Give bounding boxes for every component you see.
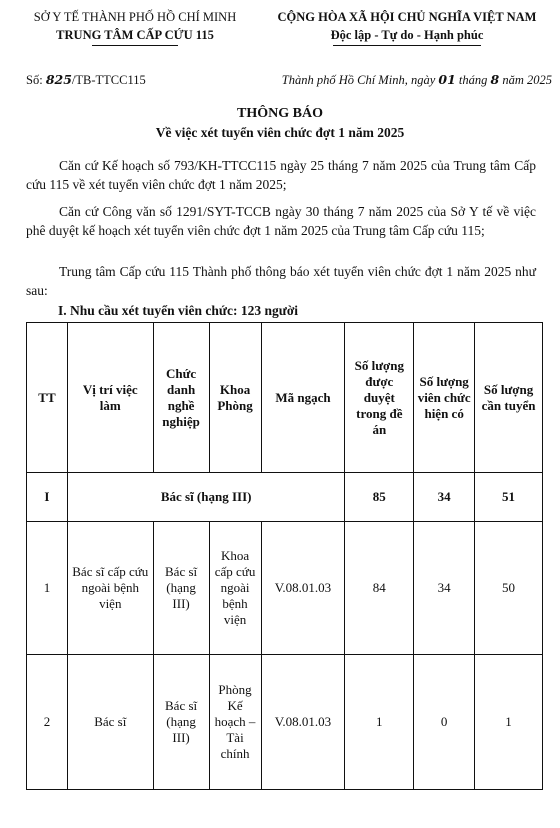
row-title: Bác sĩ (hạng III) bbox=[153, 522, 209, 655]
row-dept: Khoa cấp cứu ngoài bệnh viện bbox=[209, 522, 261, 655]
row-code: V.08.01.03 bbox=[261, 655, 345, 790]
table-row bbox=[27, 522, 543, 655]
group-current: 34 bbox=[414, 473, 475, 522]
document-number bbox=[26, 72, 146, 88]
group-needed: 51 bbox=[475, 473, 543, 522]
row-position: Bác sĩ cấp cứu ngoài bệnh viện bbox=[67, 522, 153, 655]
country-name: CỘNG HÒA XÃ HỘI CHỦ NGHĨA VIỆT NAM bbox=[277, 10, 537, 24]
header-position: Vị trí việc làm bbox=[67, 323, 153, 473]
issuing-agency: TRUNG TÂM CẤP CỨU 115 bbox=[56, 28, 214, 42]
year-text: năm 2025 bbox=[499, 73, 552, 87]
month-prefix: tháng bbox=[455, 73, 491, 87]
row-current: 0 bbox=[414, 655, 475, 790]
header-title: Chức danh nghề nghiệp bbox=[153, 323, 209, 473]
table-row bbox=[27, 655, 543, 790]
paragraph-basis-approval: Căn cứ Công văn số 1291/SYT-TCCB ngày 30 tháng 7 năm 2025 của Sở Y tế về việc phê duyệt kế hoạch xét tuyển viên chức đợt 1 năm 2025 của Trung tâm Cấp cứu 115; bbox=[26, 204, 536, 238]
recruitment-table bbox=[26, 322, 543, 790]
group-label: Bác sĩ (hạng III) bbox=[67, 473, 344, 522]
handwritten-number: 825 bbox=[45, 72, 72, 87]
document-title: THÔNG BÁO bbox=[237, 106, 323, 121]
agency-underline bbox=[92, 45, 178, 46]
header-code: Mã ngạch bbox=[261, 323, 345, 473]
table-group-row bbox=[27, 473, 543, 522]
motto: Độc lập - Tự do - Hạnh phúc bbox=[330, 28, 484, 42]
row-code: V.08.01.03 bbox=[261, 522, 345, 655]
motto-underline bbox=[333, 45, 481, 46]
row-needed: 50 bbox=[475, 522, 543, 655]
header-approved: Số lượng được duyệt trong đề án bbox=[345, 323, 414, 473]
row-title: Bác sĩ (hạng III) bbox=[153, 655, 209, 790]
row-current: 34 bbox=[414, 522, 475, 655]
parent-agency: SỞ Y TẾ THÀNH PHỐ HỒ CHÍ MINH bbox=[33, 10, 237, 24]
document-subtitle: Về việc xét tuyển viên chức đợt 1 năm 2025 bbox=[155, 125, 405, 140]
handwritten-month: 8 bbox=[490, 72, 500, 87]
handwritten-day: 01 bbox=[438, 72, 456, 87]
row-dept: Phòng Kế hoạch – Tài chính bbox=[209, 655, 261, 790]
header-current: Số lượng viên chức hiện có bbox=[414, 323, 475, 473]
issuing-agency-block bbox=[10, 8, 260, 46]
number-prefix: Số: bbox=[26, 73, 46, 87]
table-header-row bbox=[27, 323, 543, 473]
row-tt: 2 bbox=[27, 655, 68, 790]
group-approved: 85 bbox=[345, 473, 414, 522]
national-motto-block bbox=[262, 8, 552, 46]
group-tt: I bbox=[27, 473, 68, 522]
row-position: Bác sĩ bbox=[67, 655, 153, 790]
header-needed: Số lượng cần tuyển bbox=[475, 323, 543, 473]
row-needed: 1 bbox=[475, 655, 543, 790]
row-approved: 1 bbox=[345, 655, 414, 790]
paragraph-announcement: Trung tâm Cấp cứu 115 Thành phố thông báo xét tuyển viên chức đợt 1 năm 2025 như sau: bbox=[26, 264, 536, 298]
header-dept: Khoa Phòng bbox=[209, 323, 261, 473]
number-suffix: /TB-TTCC115 bbox=[71, 73, 146, 87]
paragraph-basis-plan: Căn cứ Kế hoạch số 793/KH-TTCC115 ngày 25 tháng 7 năm 2025 của Trung tâm Cấp cứu 115 về xét tuyển viên chức đợt 1 năm 2025; bbox=[26, 158, 536, 192]
place-date bbox=[262, 72, 552, 88]
row-tt: 1 bbox=[27, 522, 68, 655]
date-prefix: Thành phố Hồ Chí Minh, ngày bbox=[281, 73, 439, 87]
row-approved: 84 bbox=[345, 522, 414, 655]
header-tt: TT bbox=[27, 323, 68, 473]
section-heading: I. Nhu cầu xét tuyển viên chức: 123 người bbox=[58, 303, 299, 318]
